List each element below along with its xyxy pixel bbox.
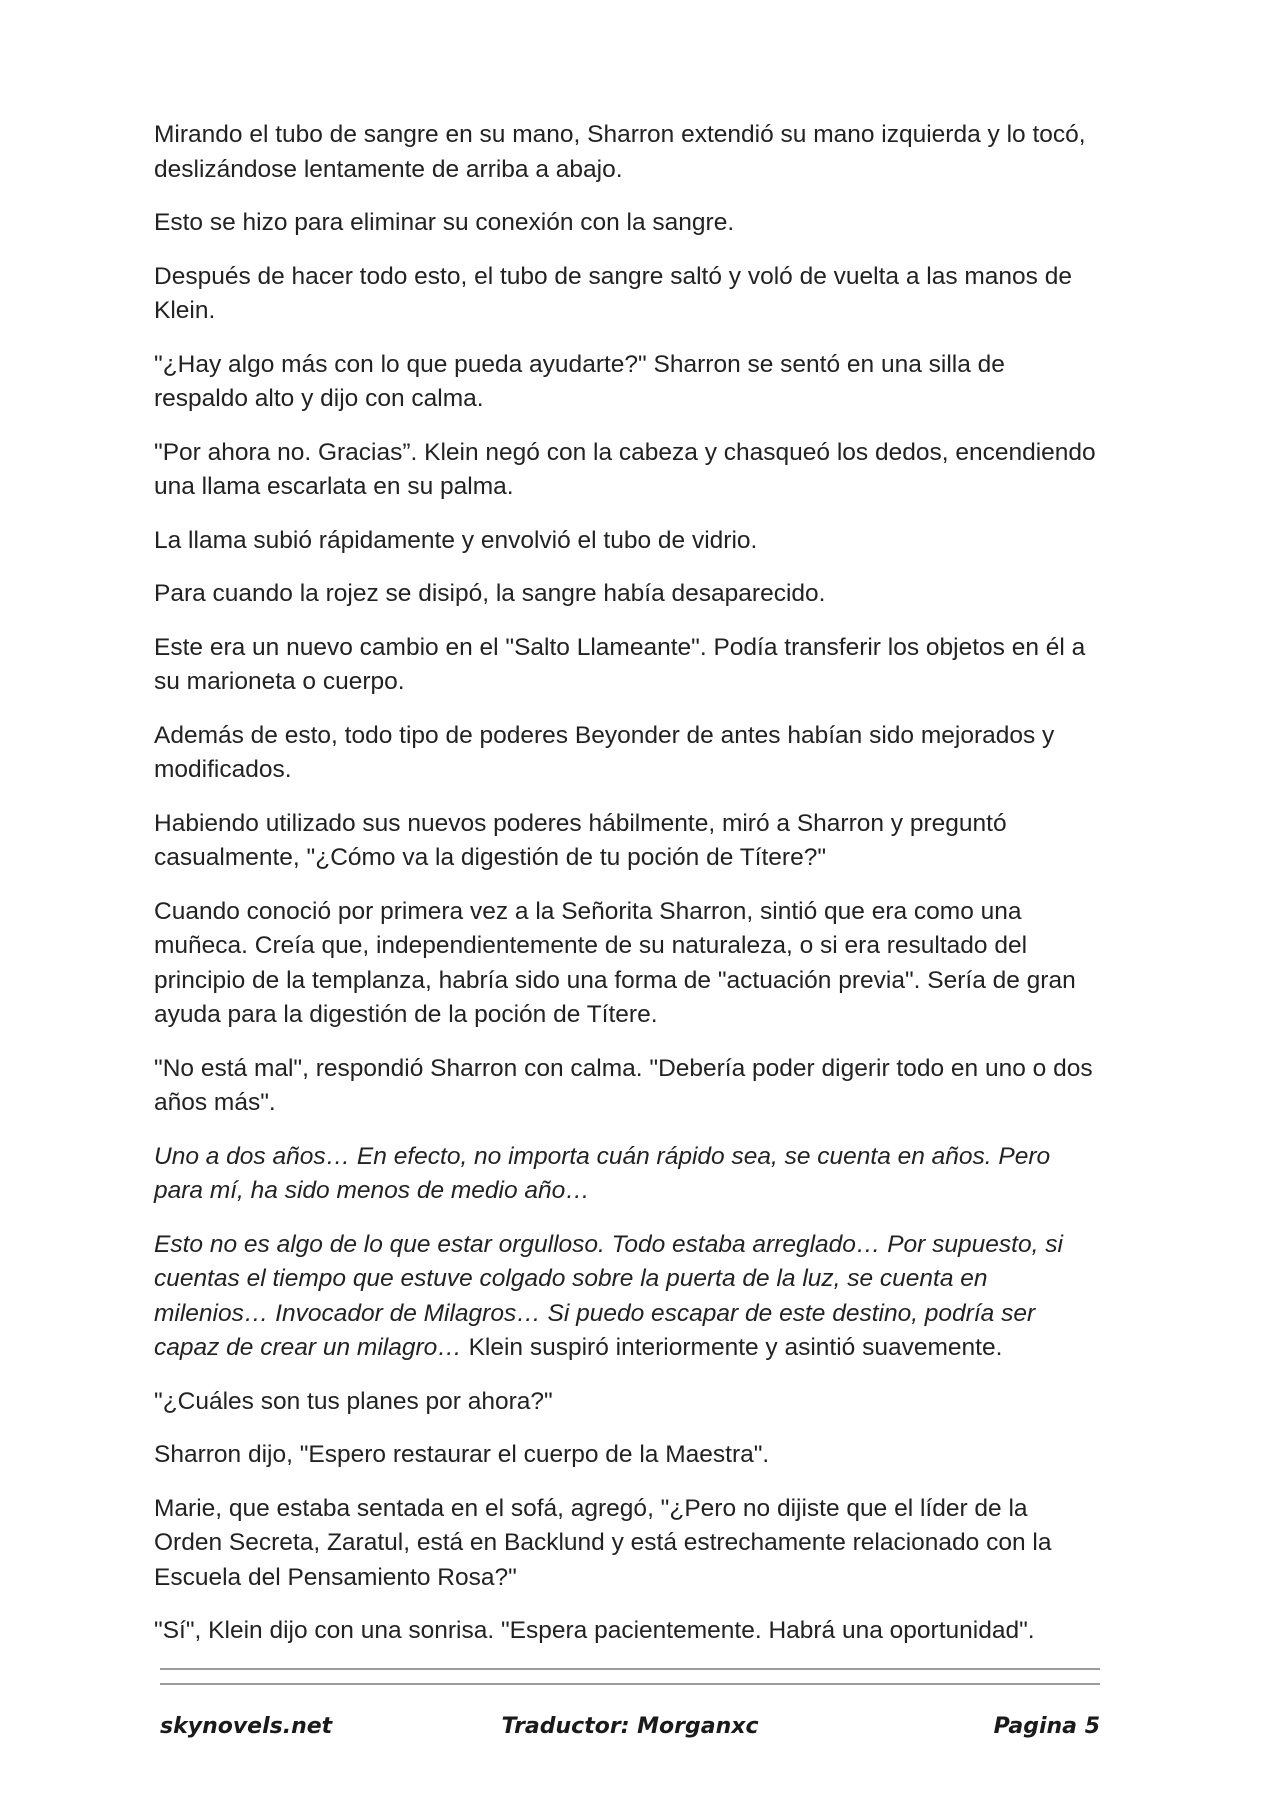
paragraph-11: Cuando conoció por primera vez a la Señorita Sharron, sintió que era como una muñeca. Creía que, independientemente de su naturaleza, o si era resultado del principio de la templanza, habría sido una forma de "actuación previa". Sería de gran ayuda para la digestión de la poción de Títere. <box>154 897 1076 1028</box>
paragraph-10: Habiendo utilizado sus nuevos poderes hábilmente, miró a Sharron y preguntó casualmente, "¿Cómo va la digestión de tu poción de Títere?" <box>154 809 1007 871</box>
document-body <box>154 118 1102 1668</box>
paragraph-15: "¿Cuáles son tus planes por ahora?" <box>154 1387 553 1415</box>
paragraph-7: Para cuando la rojez se disipó, la sangre había desaparecido. <box>154 580 826 607</box>
paragraph-4: "¿Hay algo más con lo que pueda ayudarte?" Sharron se sentó en una silla de respaldo alto y dijo con calma. <box>154 350 1005 412</box>
footer-divider-bottom <box>160 1683 1100 1685</box>
page-footer <box>160 1714 1100 1750</box>
paragraph-2: Esto se hizo para eliminar su conexión con la sangre. <box>154 209 735 236</box>
paragraph-9: Además de esto, todo tipo de poderes Beyonder de antes habían sido mejorados y modificados. <box>154 721 1055 783</box>
paragraph-12: "No está mal", respondió Sharron con calma. "Debería poder digerir todo en uno o dos años más". <box>154 1054 1093 1116</box>
paragraph-17: Marie, que estaba sentada en el sofá, agregó, "¿Pero no dijiste que el líder de la Orden Secreta, Zaratul, está en Backlund y está estrechamente relacionado con la Escuela del Pensamiento Rosa?" <box>154 1494 1052 1591</box>
paragraph-18: "Sí", Klein dijo con una sonrisa. "Espera pacientemente. Habrá una oportunidad". <box>154 1617 1035 1644</box>
paragraph-13-thought: Uno a dos años… En efecto, no importa cuán rápido sea, se cuenta en años. Pero para mí, ha sido menos de medio año… <box>154 1142 1051 1204</box>
paragraph-6: La llama subió rápidamente y envolvió el tubo de vidrio. <box>154 526 758 554</box>
paragraph-1: Mirando el tubo de sangre en su mano, Sharron extendió su mano izquierda y lo tocó, deslizándose lentamente de arriba a abajo. <box>154 121 1086 183</box>
footer-page-number: Pagina 5 <box>993 1714 1100 1739</box>
footer-site: skynovels.net <box>160 1714 333 1739</box>
paragraph-14-thought: Esto no es algo de lo que estar orgulloso. Todo estaba arreglado… Por supuesto, si cuentas el tiempo que estuve colgado sobre la puerta de la luz, se cuenta en milenios… Invocador de Milagros… Si puedo escapar de este destino, podría ser capaz de crear un milagro… Klein suspiró interiormente y asintió suavemente. <box>154 1230 1063 1361</box>
paragraph-3: Después de hacer todo esto, el tubo de sangre saltó y voló de vuelta a las manos de Klein. <box>154 262 1072 324</box>
paragraph-8: Este era un nuevo cambio en el "Salto Llameante". Podía transferir los objetos en él a su marioneta o cuerpo. <box>154 633 1086 695</box>
paragraph-5: "Por ahora no. Gracias”. Klein negó con la cabeza y chasqueó los dedos, encendiendo una llama escarlata en su palma. <box>154 438 1096 500</box>
paragraph-16: Sharron dijo, "Espero restaurar el cuerpo de la Maestra". <box>154 1441 770 1468</box>
footer-divider-top <box>160 1668 1100 1670</box>
footer-translator: Traductor: Morganxc <box>501 1714 759 1739</box>
